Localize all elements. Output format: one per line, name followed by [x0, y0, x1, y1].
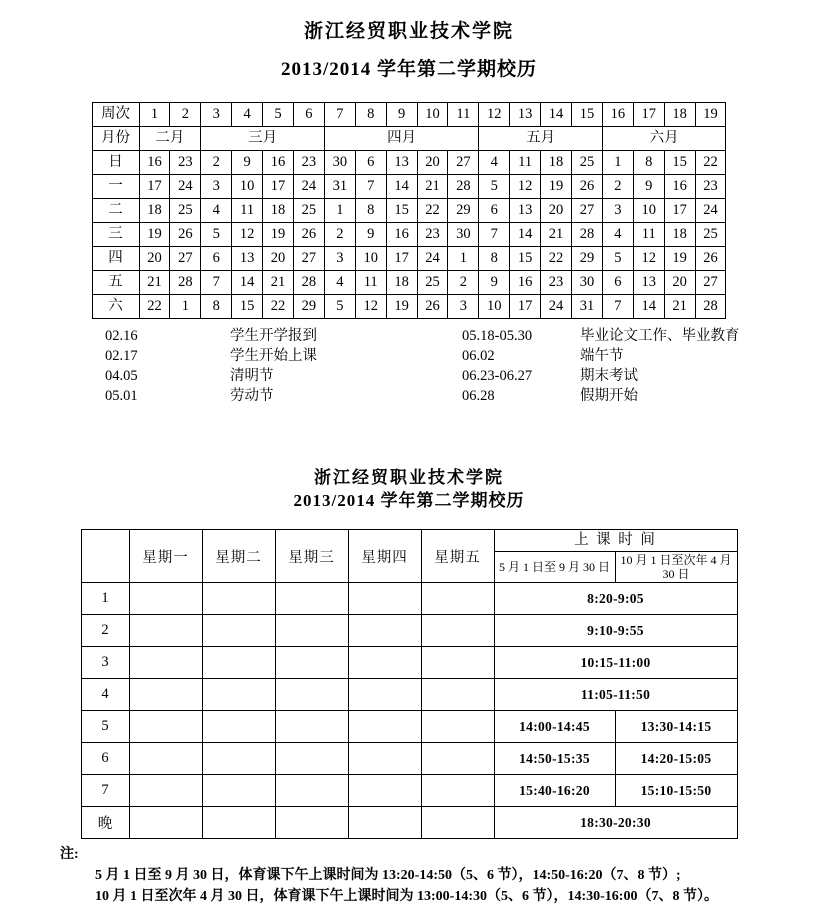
- schedule-empty-cell: [348, 807, 421, 839]
- calendar-month-row: [92, 127, 726, 151]
- date-cell: 14: [510, 223, 541, 247]
- time-cell-span: 8:20-9:05: [494, 583, 737, 615]
- date-cell: 31: [324, 175, 355, 199]
- date-cell: 30: [448, 223, 479, 247]
- date-cell: 20: [664, 271, 695, 295]
- date-cell: 27: [448, 151, 479, 175]
- schedule-empty-cell: [275, 775, 348, 807]
- date-cell: 4: [602, 223, 633, 247]
- date-cell: 19: [541, 175, 572, 199]
- schedule-empty-cell: [421, 775, 494, 807]
- event-date-right: 05.18-05.30: [462, 328, 533, 344]
- month-cell: 三月: [201, 127, 325, 151]
- schedule-empty-cell: [129, 615, 202, 647]
- period-label-cell: 7: [81, 775, 129, 807]
- schedule-row: [81, 807, 737, 839]
- schedule-row: [81, 583, 737, 615]
- date-cell: 16: [386, 223, 417, 247]
- date-cell: 22: [263, 295, 294, 319]
- date-cell: 10: [355, 247, 386, 271]
- date-cell: 3: [324, 247, 355, 271]
- weekday-header-cell: 星期四: [348, 530, 421, 583]
- date-cell: 28: [170, 271, 201, 295]
- date-cell: 20: [417, 151, 448, 175]
- period-label-cell: 晚: [81, 807, 129, 839]
- schedule-empty-cell: [202, 807, 275, 839]
- schedule-row: [81, 647, 737, 679]
- schedule-empty-cell: [348, 775, 421, 807]
- date-cell: 26: [293, 223, 324, 247]
- date-cell: 15: [386, 199, 417, 223]
- date-cell: 19: [386, 295, 417, 319]
- date-cell: 23: [293, 151, 324, 175]
- week-number-cell: 8: [355, 103, 386, 127]
- day-row-label-cell: 五: [92, 271, 139, 295]
- date-cell: 24: [541, 295, 572, 319]
- date-cell: 21: [139, 271, 170, 295]
- date-cell: 5: [201, 223, 232, 247]
- date-cell: 2: [201, 151, 232, 175]
- calendar-day-row: [92, 271, 726, 295]
- schedule-empty-cell: [129, 647, 202, 679]
- date-cell: 20: [541, 199, 572, 223]
- day-row-label-cell: 六: [92, 295, 139, 319]
- schedule-empty-cell: [348, 711, 421, 743]
- date-cell: 12: [510, 175, 541, 199]
- week-number-cell: 18: [664, 103, 695, 127]
- date-cell: 23: [541, 271, 572, 295]
- date-cell: 2: [324, 223, 355, 247]
- time-cell-span: 10:15-11:00: [494, 647, 737, 679]
- date-cell: 17: [139, 175, 170, 199]
- date-cell: 17: [664, 199, 695, 223]
- date-cell: 8: [355, 199, 386, 223]
- event-date-left: 02.16: [105, 328, 138, 344]
- date-cell: 18: [139, 199, 170, 223]
- date-cell: 15: [664, 151, 695, 175]
- period-label-cell: 2: [81, 615, 129, 647]
- schedule-empty-cell: [348, 583, 421, 615]
- schedule-row: [81, 679, 737, 711]
- date-cell: 29: [572, 247, 603, 271]
- date-cell: 14: [633, 295, 664, 319]
- time-cell-span: 9:10-9:55: [494, 615, 737, 647]
- schedule-header-row-1: [81, 530, 737, 552]
- date-cell: 19: [263, 223, 294, 247]
- date-cell: 18: [664, 223, 695, 247]
- date-cell: 9: [479, 271, 510, 295]
- date-cell: 9: [633, 175, 664, 199]
- week-number-cell: 4: [232, 103, 263, 127]
- week-number-cell: 1: [139, 103, 170, 127]
- date-cell: 28: [572, 223, 603, 247]
- footnote-label: 注:: [60, 847, 79, 862]
- date-cell: 21: [417, 175, 448, 199]
- week-number-cell: 15: [572, 103, 603, 127]
- schedule-empty-cell: [129, 679, 202, 711]
- calendar-school-title: 浙江经贸职业技术学院: [303, 21, 514, 42]
- date-cell: 5: [602, 247, 633, 271]
- schedule-row: [81, 775, 737, 807]
- period-label-cell: 1: [81, 583, 129, 615]
- date-cell: 27: [293, 247, 324, 271]
- schedule-empty-cell: [275, 583, 348, 615]
- calendar-table: [92, 102, 727, 319]
- time-cell-summer: 15:40-16:20: [494, 775, 615, 807]
- date-cell: 22: [139, 295, 170, 319]
- period-label-cell: 5: [81, 711, 129, 743]
- date-cell: 12: [355, 295, 386, 319]
- date-cell: 8: [633, 151, 664, 175]
- event-desc-right: 端午节: [580, 348, 624, 364]
- period-range-cell-winter: 10 月 1 日至次年 4 月 30 日: [615, 552, 737, 583]
- date-cell: 16: [664, 175, 695, 199]
- footnotes: [60, 844, 818, 907]
- date-cell: 15: [510, 247, 541, 271]
- date-cell: 13: [232, 247, 263, 271]
- date-cell: 21: [541, 223, 572, 247]
- date-cell: 21: [263, 271, 294, 295]
- time-cell-winter: 14:20-15:05: [615, 743, 737, 775]
- schedule-row: [81, 711, 737, 743]
- date-cell: 28: [695, 295, 726, 319]
- date-cell: 19: [139, 223, 170, 247]
- date-cell: 22: [695, 151, 726, 175]
- schedule-empty-cell: [348, 615, 421, 647]
- date-cell: 20: [139, 247, 170, 271]
- event-date-right: 06.28: [462, 388, 495, 404]
- date-cell: 31: [572, 295, 603, 319]
- week-number-cell: 2: [170, 103, 201, 127]
- schedule-empty-cell: [129, 711, 202, 743]
- schedule-row: [81, 743, 737, 775]
- calendar-day-row: [92, 295, 726, 319]
- date-cell: 25: [170, 199, 201, 223]
- date-cell: 4: [201, 199, 232, 223]
- schedule-empty-cell: [202, 583, 275, 615]
- week-number-cell: 19: [695, 103, 726, 127]
- date-cell: 26: [170, 223, 201, 247]
- date-cell: 11: [232, 199, 263, 223]
- schedule-empty-cell: [202, 615, 275, 647]
- footnote-line-1: 5 月 1 日至 9 月 30 日，体育课下午上课时间为 13:20-14:50（5、6 节），14:50-16:20（7、8 节）;: [95, 868, 681, 883]
- period-label-cell: 3: [81, 647, 129, 679]
- date-cell: 13: [386, 151, 417, 175]
- schedule-empty-cell: [421, 583, 494, 615]
- schedule-empty-cell: [348, 679, 421, 711]
- weekday-header-cell: 星期一: [129, 530, 202, 583]
- schedule-empty-cell: [348, 647, 421, 679]
- date-cell: 1: [324, 199, 355, 223]
- date-cell: 25: [572, 151, 603, 175]
- event-desc-left: 学生开始上课: [230, 348, 317, 364]
- schedule-empty-cell: [275, 679, 348, 711]
- date-cell: 24: [695, 199, 726, 223]
- date-cell: 6: [201, 247, 232, 271]
- date-cell: 28: [448, 175, 479, 199]
- event-desc-left: 学生开学报到: [230, 328, 317, 344]
- date-cell: 6: [602, 271, 633, 295]
- date-cell: 26: [695, 247, 726, 271]
- date-cell: 30: [572, 271, 603, 295]
- event-desc-right: 毕业论文工作、毕业教育: [580, 328, 740, 344]
- week-number-cell: 9: [386, 103, 417, 127]
- weekday-header-cell: 星期三: [275, 530, 348, 583]
- date-cell: 10: [479, 295, 510, 319]
- date-cell: 9: [232, 151, 263, 175]
- date-cell: 15: [232, 295, 263, 319]
- calendar-day-row: [92, 175, 726, 199]
- date-cell: 13: [510, 199, 541, 223]
- date-cell: 22: [417, 199, 448, 223]
- date-cell: 26: [572, 175, 603, 199]
- date-cell: 23: [417, 223, 448, 247]
- event-desc-right: 假期开始: [580, 388, 638, 404]
- date-cell: 19: [664, 247, 695, 271]
- event-desc-left: 劳动节: [230, 388, 274, 404]
- date-cell: 2: [602, 175, 633, 199]
- class-time-header-cell: 上 课 时 间: [494, 530, 737, 552]
- date-cell: 17: [263, 175, 294, 199]
- date-cell: 3: [602, 199, 633, 223]
- period-label-cell: 6: [81, 743, 129, 775]
- day-row-label-cell: 四: [92, 247, 139, 271]
- calendar-week-row: [92, 103, 726, 127]
- week-number-cell: 11: [448, 103, 479, 127]
- schedule-empty-cell: [202, 647, 275, 679]
- date-cell: 8: [201, 295, 232, 319]
- date-cell: 1: [170, 295, 201, 319]
- schedule-empty-cell: [202, 711, 275, 743]
- time-cell-winter: 13:30-14:15: [615, 711, 737, 743]
- event-desc-left: 清明节: [230, 368, 274, 384]
- week-number-cell: 13: [510, 103, 541, 127]
- event-date-right: 06.23-06.27: [462, 368, 533, 384]
- date-cell: 3: [448, 295, 479, 319]
- time-cell-span: 18:30-20:30: [494, 807, 737, 839]
- week-number-cell: 14: [541, 103, 572, 127]
- event-date-left: 05.01: [105, 388, 138, 404]
- date-cell: 21: [664, 295, 695, 319]
- date-cell: 18: [386, 271, 417, 295]
- date-cell: 4: [479, 151, 510, 175]
- date-cell: 24: [170, 175, 201, 199]
- date-cell: 16: [263, 151, 294, 175]
- date-cell: 18: [263, 199, 294, 223]
- weekday-header-cell: 星期二: [202, 530, 275, 583]
- calendar-day-row: [92, 223, 726, 247]
- schedule-empty-cell: [421, 615, 494, 647]
- week-number-cell: 12: [479, 103, 510, 127]
- date-cell: 9: [355, 223, 386, 247]
- date-cell: 17: [510, 295, 541, 319]
- date-cell: 12: [633, 247, 664, 271]
- date-cell: 22: [541, 247, 572, 271]
- date-cell: 25: [695, 223, 726, 247]
- date-cell: 28: [293, 271, 324, 295]
- week-number-cell: 5: [263, 103, 294, 127]
- date-cell: 11: [633, 223, 664, 247]
- date-cell: 14: [386, 175, 417, 199]
- schedule-empty-cell: [129, 775, 202, 807]
- date-cell: 11: [510, 151, 541, 175]
- schedule-empty-cell: [348, 743, 421, 775]
- date-cell: 7: [602, 295, 633, 319]
- schedule-table-body: [81, 530, 737, 839]
- week-number-cell: 3: [201, 103, 232, 127]
- schedule-school-title: 浙江经贸职业技术学院: [314, 468, 504, 487]
- schedule-empty-cell: [421, 711, 494, 743]
- date-cell: 11: [355, 271, 386, 295]
- time-cell-summer: 14:00-14:45: [494, 711, 615, 743]
- date-cell: 26: [417, 295, 448, 319]
- month-cell: 四月: [324, 127, 478, 151]
- date-cell: 4: [324, 271, 355, 295]
- date-cell: 6: [479, 199, 510, 223]
- month-cell: 二月: [139, 127, 201, 151]
- month-cell: 五月: [479, 127, 603, 151]
- date-cell: 12: [232, 223, 263, 247]
- day-row-label-cell: 一: [92, 175, 139, 199]
- week-number-cell: 6: [293, 103, 324, 127]
- date-cell: 27: [572, 199, 603, 223]
- date-cell: 7: [479, 223, 510, 247]
- event-desc-right: 期末考试: [580, 368, 638, 384]
- schedule-table: [81, 529, 738, 839]
- schedule-empty-cell: [129, 807, 202, 839]
- schedule-empty-cell: [421, 647, 494, 679]
- event-date-right: 06.02: [462, 348, 495, 364]
- date-cell: 17: [386, 247, 417, 271]
- date-cell: 27: [170, 247, 201, 271]
- date-cell: 29: [448, 199, 479, 223]
- schedule-empty-cell: [202, 679, 275, 711]
- schedule-empty-cell: [275, 647, 348, 679]
- date-cell: 3: [201, 175, 232, 199]
- date-cell: 10: [232, 175, 263, 199]
- date-cell: 23: [170, 151, 201, 175]
- calendar-day-row: [92, 199, 726, 223]
- date-cell: 5: [479, 175, 510, 199]
- calendar-table-body: [92, 103, 726, 319]
- day-row-label-cell: 日: [92, 151, 139, 175]
- week-number-cell: 10: [417, 103, 448, 127]
- period-label-cell: 4: [81, 679, 129, 711]
- time-cell-span: 11:05-11:50: [494, 679, 737, 711]
- date-cell: 20: [263, 247, 294, 271]
- date-cell: 24: [293, 175, 324, 199]
- schedule-empty-cell: [275, 615, 348, 647]
- date-cell: 6: [355, 151, 386, 175]
- date-cell: 10: [633, 199, 664, 223]
- date-cell: 16: [510, 271, 541, 295]
- date-cell: 1: [448, 247, 479, 271]
- date-cell: 13: [633, 271, 664, 295]
- date-cell: 5: [324, 295, 355, 319]
- event-date-left: 04.05: [105, 368, 138, 384]
- date-cell: 29: [293, 295, 324, 319]
- period-range-cell-summer: 5 月 1 日至 9 月 30 日: [494, 552, 615, 583]
- week-row-label-cell: 周次: [92, 103, 139, 127]
- day-row-label-cell: 三: [92, 223, 139, 247]
- schedule-empty-cell: [275, 807, 348, 839]
- time-cell-summer: 14:50-15:35: [494, 743, 615, 775]
- schedule-row: [81, 615, 737, 647]
- schedule-empty-cell: [421, 807, 494, 839]
- date-cell: 24: [417, 247, 448, 271]
- schedule-empty-cell: [275, 743, 348, 775]
- date-cell: 25: [417, 271, 448, 295]
- calendar-day-row: [92, 247, 726, 271]
- calendar-semester-title: 2013/2014 学年第二学期校历: [280, 59, 538, 80]
- event-date-left: 02.17: [105, 348, 138, 364]
- schedule-empty-cell: [202, 743, 275, 775]
- schedule-empty-cell: [421, 743, 494, 775]
- date-cell: 23: [695, 175, 726, 199]
- schedule-empty-cell: [129, 583, 202, 615]
- date-cell: 14: [232, 271, 263, 295]
- weekday-header-cell: 星期五: [421, 530, 494, 583]
- date-cell: 7: [201, 271, 232, 295]
- schedule-corner-cell: [81, 530, 129, 583]
- day-row-label-cell: 二: [92, 199, 139, 223]
- date-cell: 2: [448, 271, 479, 295]
- month-cell: 六月: [602, 127, 726, 151]
- week-number-cell: 17: [633, 103, 664, 127]
- events-list: [105, 326, 818, 406]
- calendar-day-row: [92, 151, 726, 175]
- date-cell: 18: [541, 151, 572, 175]
- date-cell: 7: [355, 175, 386, 199]
- month-row-label-cell: 月份: [92, 127, 139, 151]
- date-cell: 1: [602, 151, 633, 175]
- date-cell: 8: [479, 247, 510, 271]
- time-cell-winter: 15:10-15:50: [615, 775, 737, 807]
- week-number-cell: 7: [324, 103, 355, 127]
- schedule-empty-cell: [275, 711, 348, 743]
- date-cell: 25: [293, 199, 324, 223]
- schedule-empty-cell: [421, 679, 494, 711]
- schedule-empty-cell: [129, 743, 202, 775]
- date-cell: 16: [139, 151, 170, 175]
- week-number-cell: 16: [602, 103, 633, 127]
- date-cell: 30: [324, 151, 355, 175]
- date-cell: 27: [695, 271, 726, 295]
- schedule-semester-title: 2013/2014 学年第二学期校历: [293, 491, 525, 510]
- footnote-line-2: 10 月 1 日至次年 4 月 30 日，体育课下午上课时间为 13:00-14:30（5、6 节），14:30-16:00（7、8 节）。: [95, 889, 718, 904]
- schedule-empty-cell: [202, 775, 275, 807]
